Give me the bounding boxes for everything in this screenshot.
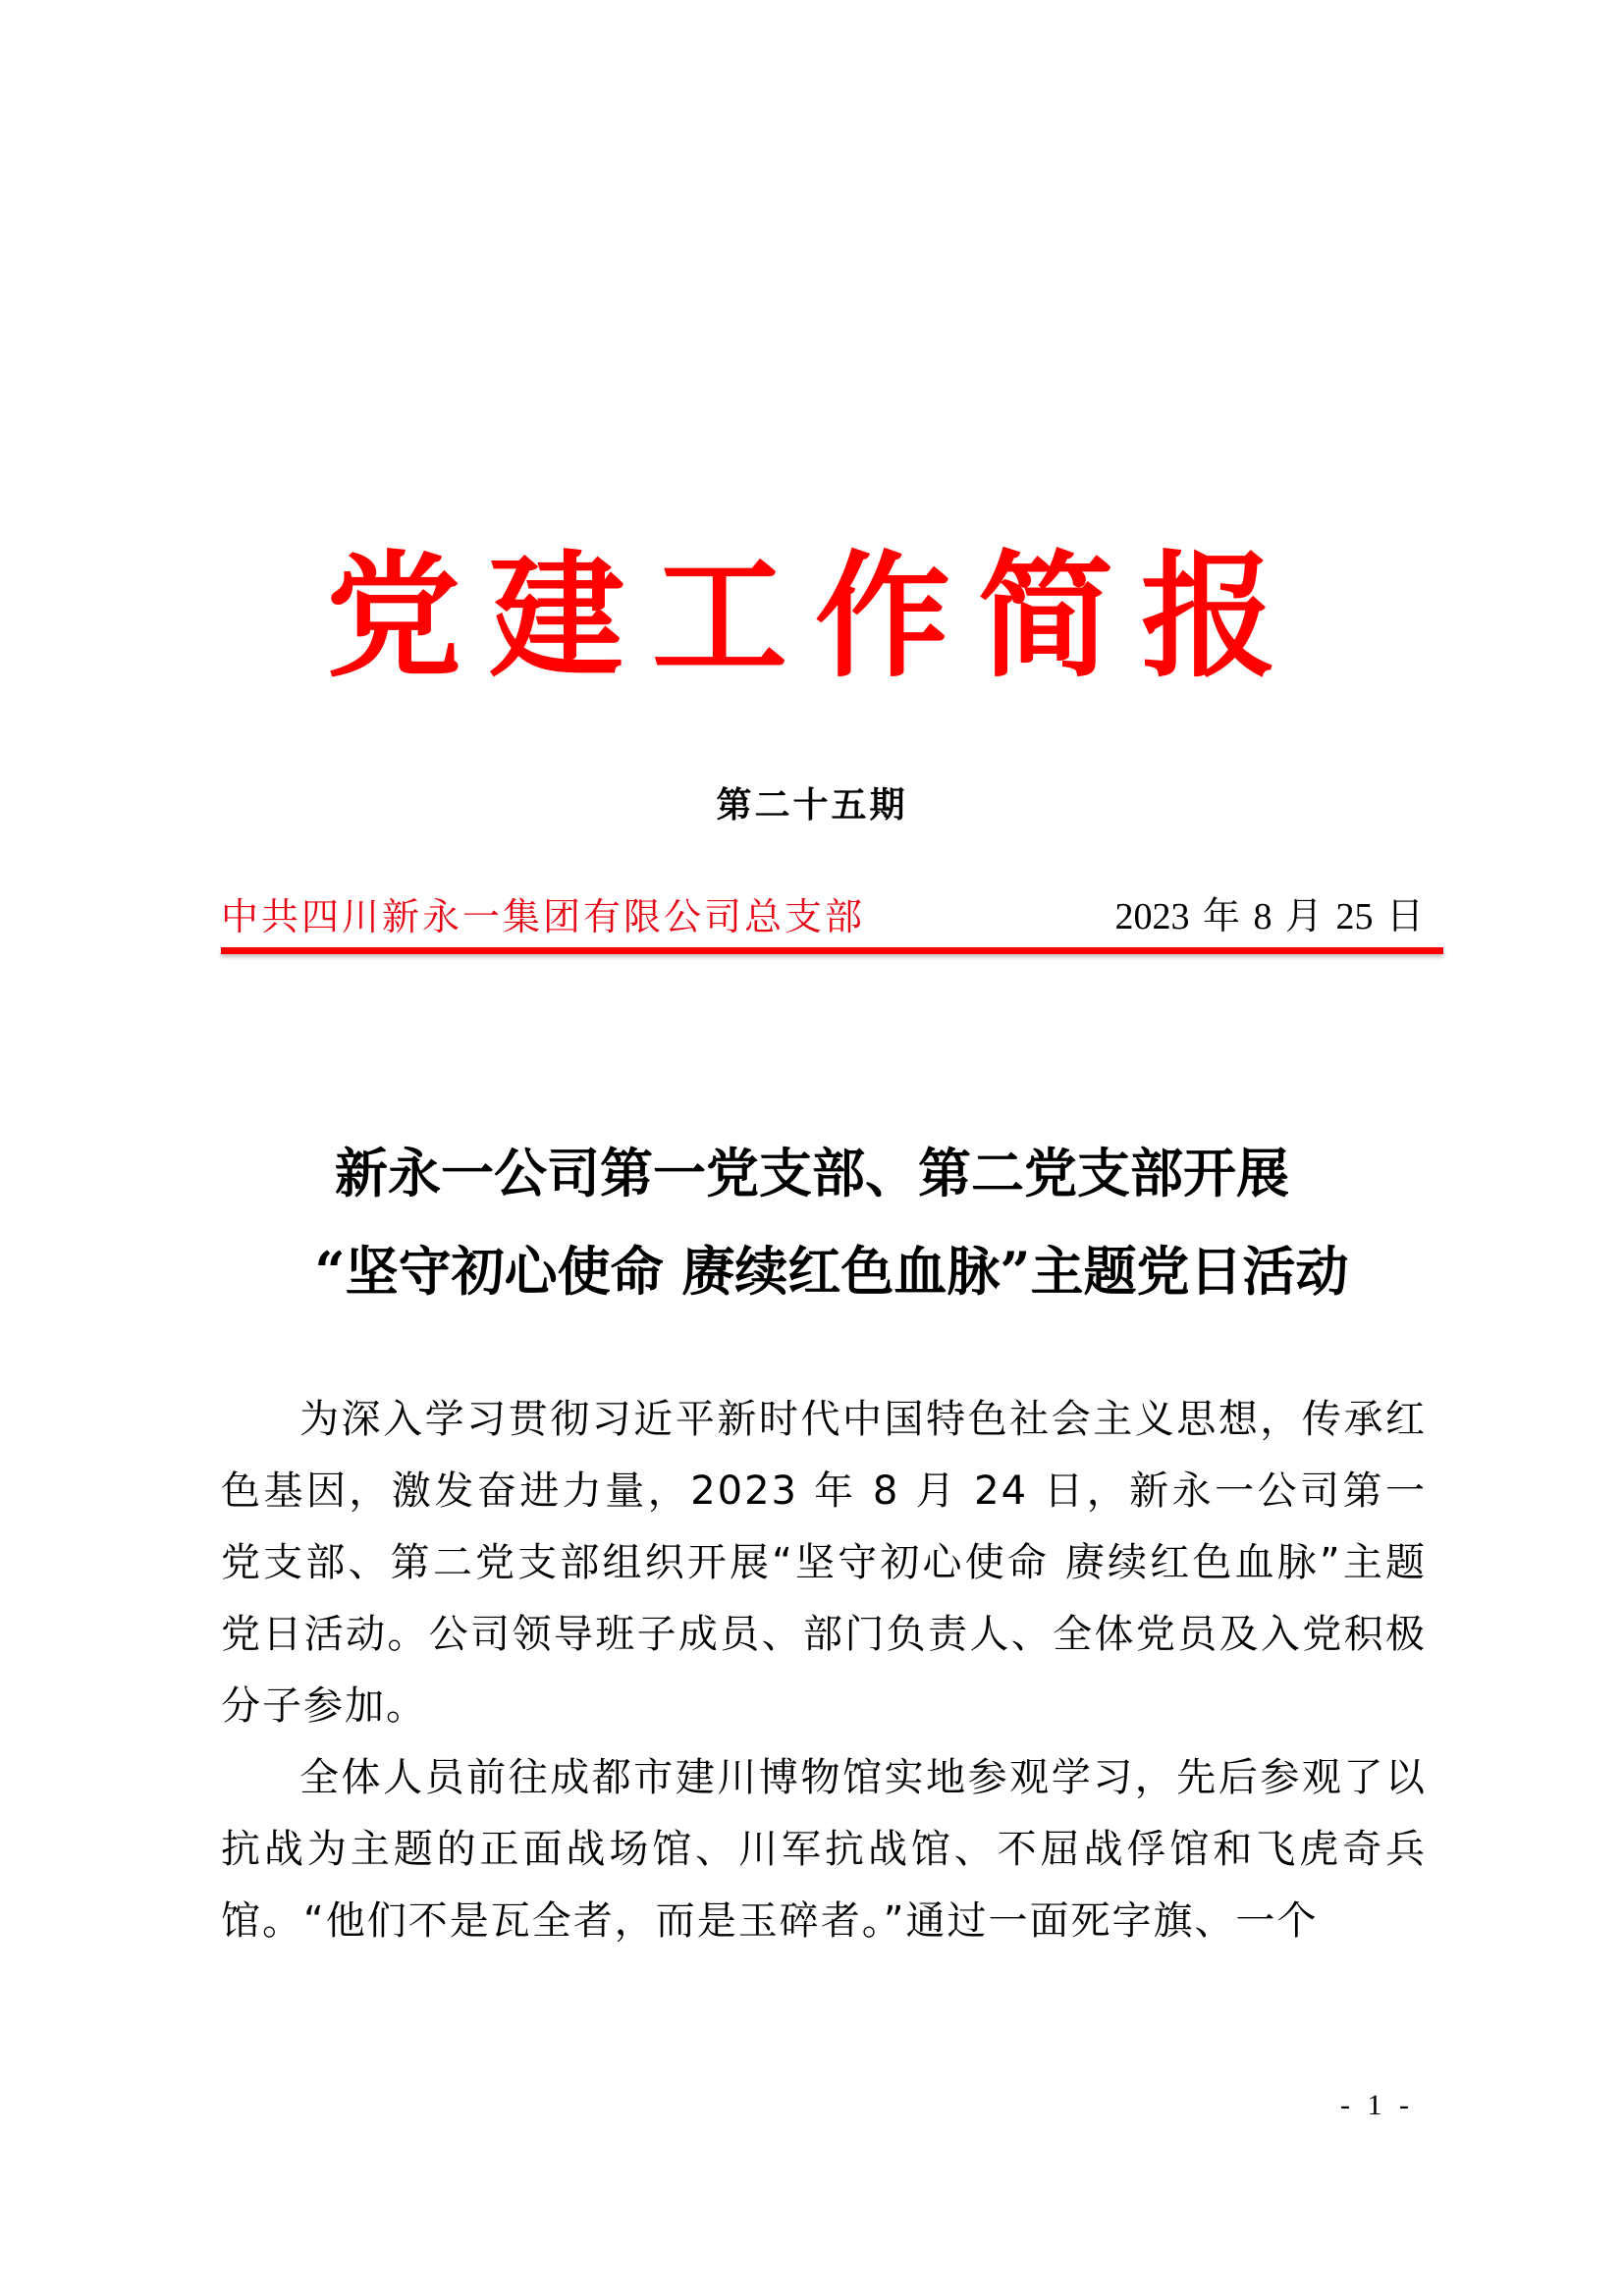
org-line — [221, 888, 1443, 945]
issue-date: 2023 年 8 月 25 日 — [1114, 896, 1424, 937]
article-body — [221, 1384, 1427, 1957]
article-headline — [0, 1124, 1624, 1320]
paragraph: 全体人员前往成都市建川博物馆实地参观学习，先后参观了以抗战为主题的正面战场馆、川军抗战馆、不屈战俘馆和飞虎奇兵馆。“他们不是瓦全者，而是玉碎者。”通过一面死字旗、一个 — [221, 1755, 1427, 1944]
organization-name: 中共四川新永一集团有限公司总支部 — [221, 895, 866, 938]
issue-number: 第二十五期 — [716, 784, 908, 826]
red-divider-rule — [221, 947, 1443, 954]
headline-line-2: “坚守初心使命 赓续红色血脉”主题党日活动 — [314, 1240, 1349, 1303]
paragraph: 为深入学习贯彻习近平新时代中国特色社会主义思想，传承红色基因，激发奋进力量，2023 年 8 月 24 日，新永一公司第一党支部、第二党支部组织开展“坚守初心使命 赓续红色血脉”主题党日活动。公司领导班子成员、部门负责人、全体党员及入党积极分子参加。 — [221, 1397, 1427, 1729]
masthead-title: 党建工作简报 — [325, 536, 1304, 696]
headline-line-1: 新永一公司第一党支部、第二党支部开展 — [335, 1142, 1289, 1204]
page-number: - 1 - — [1340, 2089, 1409, 2121]
